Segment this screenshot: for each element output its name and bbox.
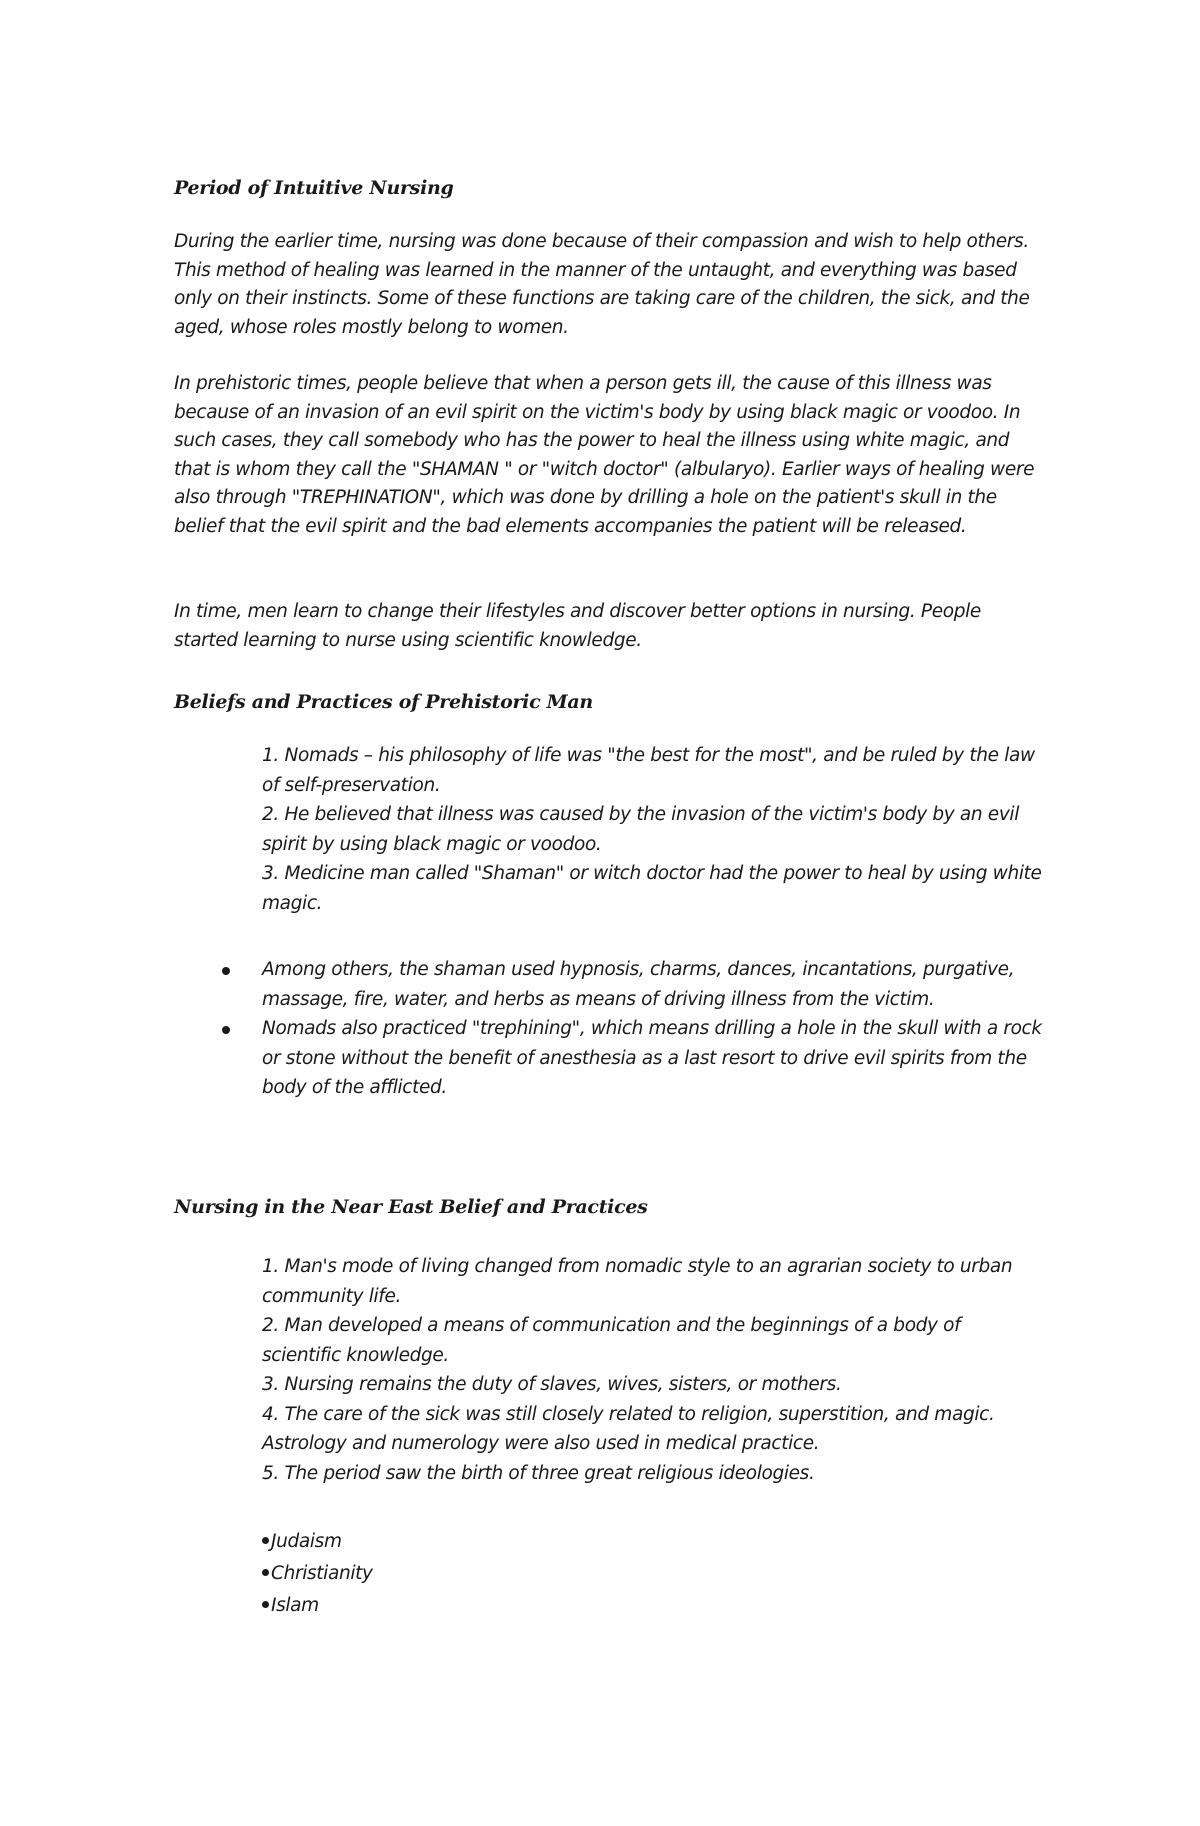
list-item: 2. Man developed a means of communication and the beginnings of a body of scientific knowledge. <box>262 1315 961 1366</box>
list-item: 1. Man's mode of living changed from nomadic style to an agrarian society to urban community life. <box>262 1256 1013 1307</box>
bullet-item <box>262 955 1042 1014</box>
religion-item <box>262 1590 373 1622</box>
numbered-list-near-east <box>262 1252 1042 1488</box>
section-heading-prehistoric-man: Beliefs and Practices of Prehistoric Man <box>174 691 593 713</box>
bullet-icon <box>262 1601 269 1608</box>
list-item: 4. The care of the sick was still closely related to religion, superstition, and magic. Astrology and numerology were also used in medical practice. <box>262 1403 995 1454</box>
religion-list <box>262 1526 373 1622</box>
religion-label: Christianity <box>271 1563 373 1584</box>
religion-label: Islam <box>271 1595 319 1616</box>
bullet-icon <box>222 1026 230 1034</box>
bullet-text-line: Nomads also practiced "trephining", which means drilling a hole in the skull with a rock or stone without the benefit of anesthesia as a last resort to drive evil spirits from the body of the afflicted. <box>262 1018 1042 1098</box>
section-heading-intuitive-nursing: Period of Intuitive Nursing <box>174 177 454 199</box>
list-item: 2. He believed that illness was caused by the invasion of the victim's body by an evil spirit by using black magic or voodoo. <box>262 804 1019 855</box>
list-item: 3. Nursing remains the duty of slaves, wives, sisters, or mothers. <box>262 1374 842 1395</box>
religion-label: Judaism <box>271 1531 342 1552</box>
paragraph-prehistoric: In prehistoric times, people believe that when a person gets ill, the cause of this illness was because of an invasion of an evil spirit on the victim's body by using black magic or voodoo. In such cases, they call somebody who has the power to heal the illness using white magic, and that is whom they call the "SHAMAN " or "witch doctor" (albularyo). Earlier ways of healing were also through "TREPHINATION", which was done by drilling a hole on the patient's skull in the belief that the evil spirit and the bad elements accompanies the patient will be released. <box>174 373 1035 537</box>
numbered-list-prehistoric <box>262 741 1042 918</box>
bullet-item <box>262 1014 1042 1103</box>
paragraph-intro: During the earlier time, nursing was done because of their compassion and wish to help others. This method of healing was learned in the manner of the untaught, and everything was based only on their instincts. Some of these functions are taking care of the children, the sick, and the aged, whose roles mostly belong to women. <box>174 231 1030 338</box>
bullet-text-line: Among others, the shaman used hypnosis, charms, dances, incantations, purgative, <box>262 959 1015 980</box>
bullet-icon <box>262 1537 269 1544</box>
religion-item <box>262 1558 373 1590</box>
bullet-text-line: massage, fire, water, and herbs as means of driving illness from the victim. <box>262 988 935 1010</box>
bullet-icon <box>222 967 230 975</box>
bullet-list-shaman <box>262 955 1042 1103</box>
bullet-icon <box>262 1569 269 1576</box>
list-item: 5. The period saw the birth of three great religious ideologies. <box>262 1462 815 1484</box>
religion-item <box>262 1526 373 1558</box>
section-heading-near-east: Nursing in the Near East Belief and Practices <box>174 1196 648 1218</box>
list-item: 1. Nomads – his philosophy of life was "the best for the most", and be ruled by the law of self-preservation. <box>262 745 1035 796</box>
list-item: 3. Medicine man called "Shaman" or witch doctor had the power to heal by using white magic. <box>262 863 1042 914</box>
paragraph-scientific: In time, men learn to change their lifestyles and discover better options in nursing. People started learning to nurse using scientific knowledge. <box>174 601 981 651</box>
